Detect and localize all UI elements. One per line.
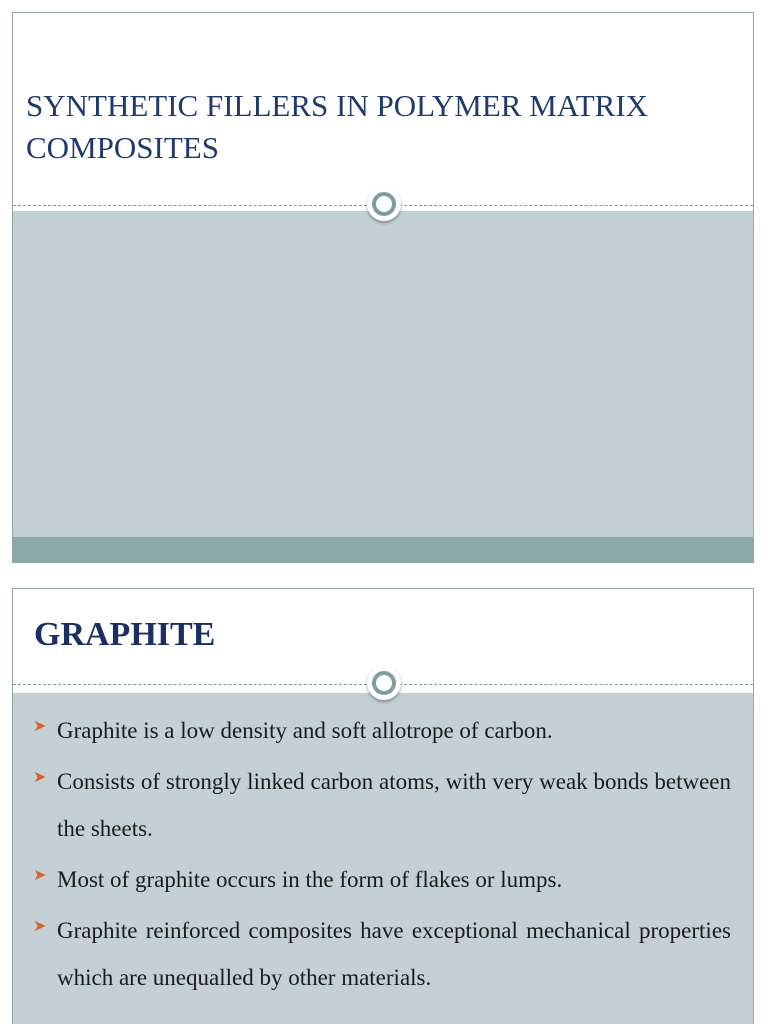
arrow-bullet-icon: ➤ bbox=[33, 918, 47, 935]
bullet-item bbox=[33, 758, 731, 852]
bullet-text: Graphite is a low density and soft allotrope of carbon. bbox=[57, 718, 553, 743]
footer-bar bbox=[13, 537, 753, 563]
bullet-item bbox=[33, 907, 731, 1001]
arrow-bullet-icon: ➤ bbox=[33, 718, 47, 735]
slide-title: SYNTHETIC FILLERS IN POLYMER MATRIX COMPOSITES bbox=[26, 88, 649, 165]
title-slide bbox=[12, 12, 754, 563]
arrow-bullet-icon: ➤ bbox=[33, 769, 47, 786]
content-band bbox=[13, 211, 753, 537]
slide-title: GRAPHITE bbox=[34, 616, 216, 653]
bullet-item bbox=[33, 707, 731, 754]
bullet-item bbox=[33, 856, 731, 903]
bullet-text: Consists of strongly linked carbon atoms, with very weak bonds between the sheets. bbox=[57, 769, 731, 841]
graphite-slide bbox=[12, 588, 754, 1024]
circle-ornament-icon bbox=[367, 187, 401, 221]
arrow-bullet-icon: ➤ bbox=[33, 867, 47, 884]
bullet-text: Most of graphite occurs in the form of flakes or lumps. bbox=[57, 867, 563, 892]
circle-ornament-icon bbox=[367, 666, 401, 700]
bullet-text: Graphite reinforced composites have exceptional mechanical properties which are unequalled by other materials. bbox=[57, 918, 731, 990]
bullet-list bbox=[33, 707, 731, 1005]
